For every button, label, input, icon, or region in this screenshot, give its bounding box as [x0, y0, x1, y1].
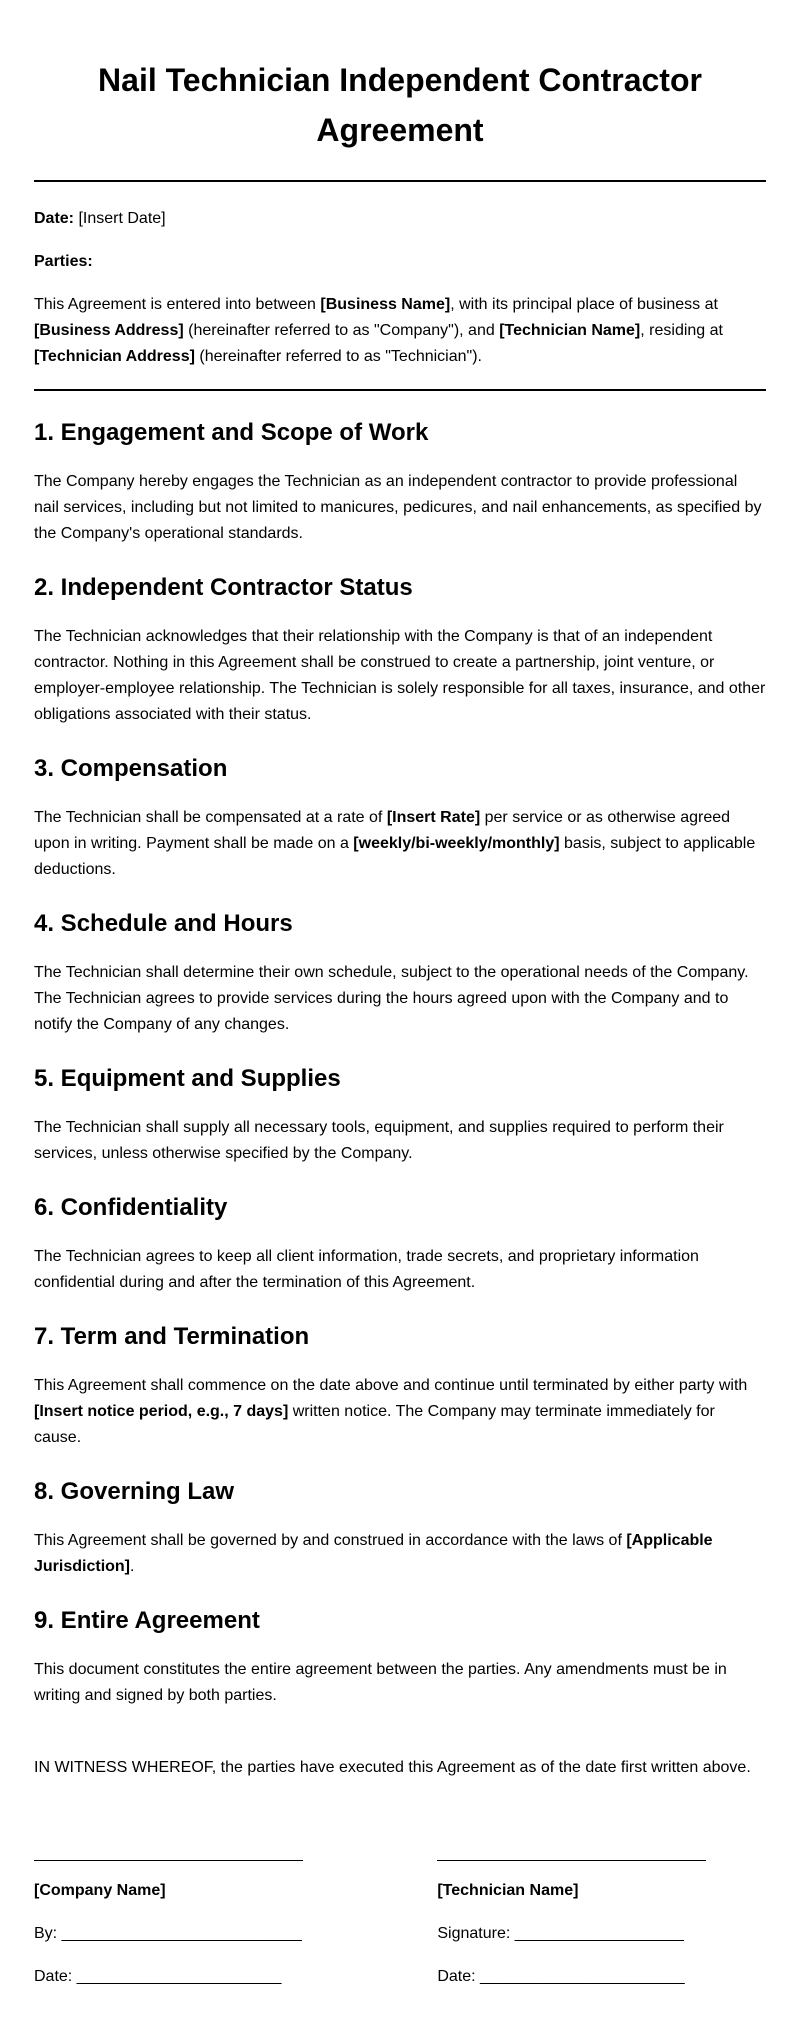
technician-date-field[interactable]: Date: _______________________ [437, 1968, 685, 1985]
section-text [34, 1528, 766, 1580]
signature-block [34, 1860, 766, 1990]
section-heading: 5. Equipment and Supplies [34, 1065, 341, 1092]
section-heading: 1. Engagement and Scope of Work [34, 419, 429, 446]
section-text-part: . [130, 1558, 135, 1575]
section-heading: 3. Compensation [34, 755, 228, 782]
section-heading: 2. Independent Contractor Status [34, 574, 413, 601]
section-text [34, 805, 766, 883]
section-text [34, 1373, 766, 1451]
intro-text: , residing at [640, 322, 723, 339]
section-heading: 8. Governing Law [34, 1478, 235, 1505]
jurisdiction-placeholder: [Applicable Jurisdiction] [34, 1532, 713, 1575]
intro-text: (hereinafter referred to as "Company"), and [183, 322, 500, 339]
section-heading: 6. Confidentiality [34, 1194, 228, 1221]
signature-line[interactable] [437, 1860, 706, 1861]
company-by-field[interactable]: By: ___________________________ [34, 1925, 302, 1942]
document-title: Nail Technician Independent Contractor Agreement [98, 62, 702, 148]
notice-period-placeholder: [Insert notice period, e.g., 7 days] [34, 1403, 289, 1420]
date-label: Date: [34, 210, 75, 227]
intro-text: This Agreement is entered into between [34, 296, 321, 313]
section-text-part: per service or as otherwise agreed upon in writing. Payment shall be made on a [34, 809, 731, 852]
section-schedule [34, 909, 766, 1038]
technician-address-placeholder: [Technician Address] [34, 348, 195, 365]
section-equipment [34, 1064, 766, 1167]
technician-name-placeholder: [Technician Name] [437, 1882, 579, 1899]
section-heading: 4. Schedule and Hours [34, 910, 293, 937]
technician-signature [437, 1860, 766, 1990]
company-date-field[interactable]: Date: _______________________ [34, 1968, 282, 1985]
date-line [34, 206, 766, 232]
business-address-placeholder: [Business Address] [34, 322, 184, 339]
section-engagement [34, 418, 766, 547]
section-confidentiality [34, 1193, 766, 1296]
section-text-part: written notice. The Company may terminate immediately for cause. [34, 1403, 715, 1446]
witness-statement: IN WITNESS WHEREOF, the parties have executed this Agreement as of the date first written above. [34, 1759, 751, 1776]
section-entire-agreement [34, 1606, 766, 1709]
business-name-placeholder: [Business Name] [320, 296, 451, 313]
section-compensation [34, 754, 766, 883]
section-text: The Technician shall determine their own schedule, subject to the operational needs of the Company. The Technician agrees to provide services during the hours agreed upon with the Company and to notify the Company of any changes. [34, 964, 749, 1033]
section-contractor-status [34, 573, 766, 728]
section-text: This document constitutes the entire agreement between the parties. Any amendments must be in writing and signed by both parties. [34, 1661, 727, 1704]
section-text: The Technician agrees to keep all client information, trade secrets, and proprietary information confidential during and after the termination of this Agreement. [34, 1248, 699, 1291]
company-name-placeholder: [Company Name] [34, 1882, 166, 1899]
section-text: The Technician shall supply all necessary tools, equipment, and supplies required to perform their services, unless otherwise specified by the Company. [34, 1119, 724, 1162]
section-text: The Company hereby engages the Technician as an independent contractor to provide professional nail services, including but not limited to manicures, pedicures, and nail enhancements, as specified by the Company's operational standards. [34, 473, 762, 542]
parties-label-text: Parties: [34, 253, 93, 270]
section-governing-law [34, 1477, 766, 1580]
intro-divider [34, 389, 766, 391]
intro-paragraph [34, 292, 766, 370]
section-text-part: This Agreement shall commence on the date above and continue until terminated by either party with [34, 1377, 748, 1394]
signature-line[interactable] [34, 1860, 303, 1861]
intro-text: , with its principal place of business at [450, 296, 718, 313]
header-divider [34, 180, 766, 182]
section-text-part: basis, subject to applicable deductions. [34, 835, 756, 878]
date-value: [Insert Date] [74, 210, 166, 227]
technician-name-placeholder: [Technician Name] [499, 322, 641, 339]
section-text: The Technician acknowledges that their relationship with the Company is that of an independent contractor. Nothing in this Agreement shall be construed to create a partnership, joint venture, or employer-employee relationship. The Technician is solely responsible for all taxes, insurance, and other obligations associated with their status. [34, 628, 766, 723]
section-term-termination [34, 1322, 766, 1451]
section-heading: 9. Entire Agreement [34, 1607, 260, 1634]
section-text-part: This Agreement shall be governed by and construed in accordance with the laws of [34, 1532, 627, 1549]
intro-text: (hereinafter referred to as "Technician"). [194, 348, 482, 365]
section-heading: 7. Term and Termination [34, 1323, 310, 1350]
payment-frequency-placeholder: [weekly/bi-weekly/monthly] [353, 835, 560, 852]
technician-signature-field[interactable]: Signature: ___________________ [437, 1925, 684, 1942]
rate-placeholder: [Insert Rate] [386, 809, 481, 826]
company-signature [34, 1860, 437, 1990]
section-text-part: The Technician shall be compensated at a rate of [34, 809, 387, 826]
parties-label [34, 249, 766, 275]
